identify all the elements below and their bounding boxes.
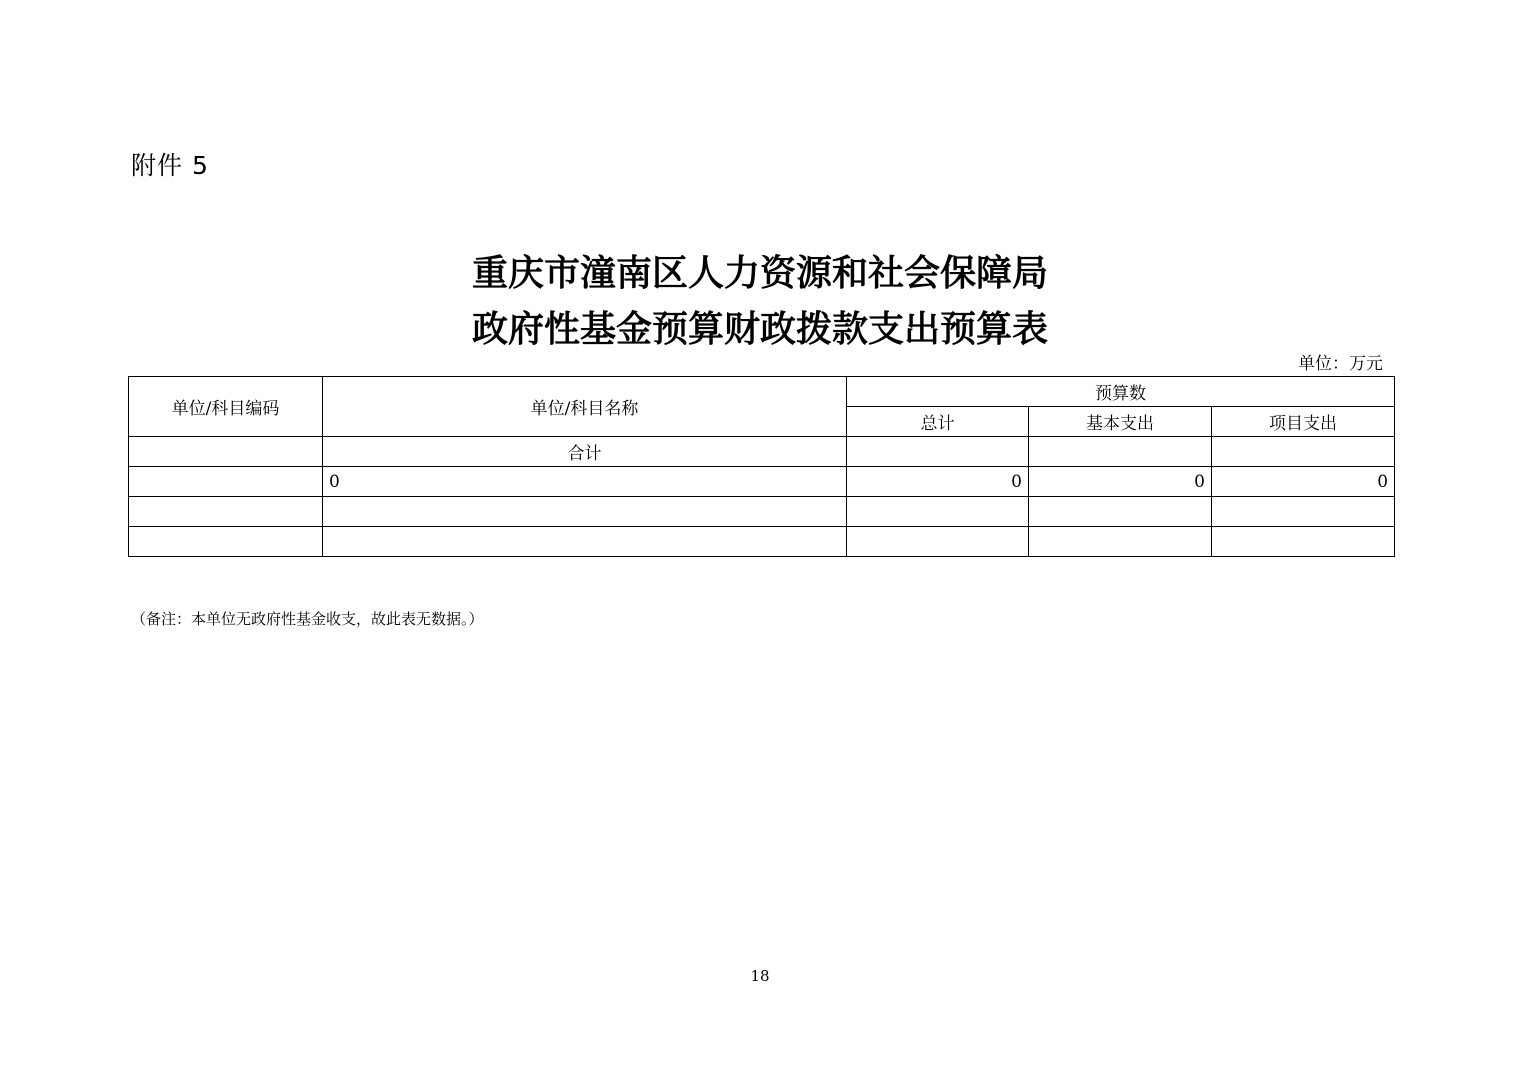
header-row-1 <box>129 377 1395 407</box>
header-total: 总计 <box>847 407 1029 437</box>
document-title-line2: 政府性基金预算财政拨款支出预算表 <box>471 308 1048 350</box>
cell-total: 0 <box>847 467 1029 497</box>
cell-total <box>847 527 1029 557</box>
header-budget-group: 预算数 <box>847 377 1395 407</box>
cell-code <box>129 527 323 557</box>
header-code: 单位/科目编码 <box>129 377 323 437</box>
unit-label: 单位：万元 <box>1298 354 1383 374</box>
page-number: 18 <box>750 967 770 985</box>
header-name: 单位/科目名称 <box>323 377 847 437</box>
cell-project <box>1212 437 1395 467</box>
cell-basic <box>1029 497 1212 527</box>
cell-name <box>323 527 847 557</box>
header-basic: 基本支出 <box>1029 407 1212 437</box>
total-row <box>129 437 1395 467</box>
cell-code <box>129 437 323 467</box>
header-project: 项目支出 <box>1212 407 1395 437</box>
cell-basic <box>1029 527 1212 557</box>
table-row <box>129 527 1395 557</box>
table-row <box>129 467 1395 497</box>
cell-total <box>847 497 1029 527</box>
cell-project: 0 <box>1212 467 1395 497</box>
cell-basic <box>1029 437 1212 467</box>
cell-name: 合计 <box>323 437 847 467</box>
cell-code <box>129 497 323 527</box>
cell-name <box>323 497 847 527</box>
cell-total <box>847 437 1029 467</box>
cell-code <box>129 467 323 497</box>
cell-project <box>1212 497 1395 527</box>
budget-table <box>128 376 1395 557</box>
cell-name: 0 <box>323 467 847 497</box>
document-title-line1: 重庆市潼南区人力资源和社会保障局 <box>471 252 1048 294</box>
cell-basic: 0 <box>1029 467 1212 497</box>
table-note: （备注：本单位无政府性基金收支，故此表无数据。） <box>131 610 484 628</box>
attachment-label: 附件 5 <box>131 151 209 180</box>
table-row <box>129 497 1395 527</box>
cell-project <box>1212 527 1395 557</box>
